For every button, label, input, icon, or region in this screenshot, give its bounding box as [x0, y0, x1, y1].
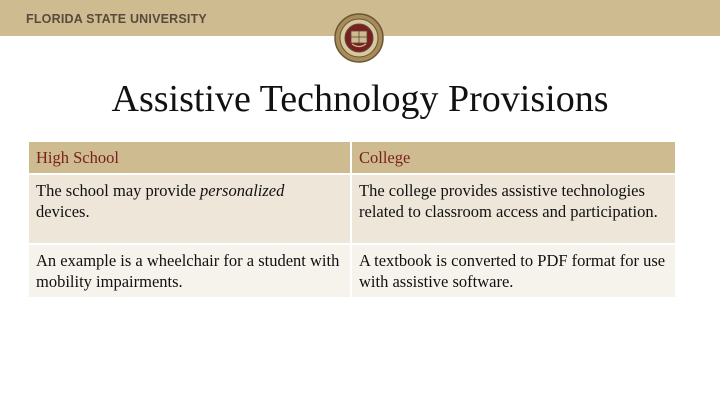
cell-text: The school may provide: [36, 181, 201, 200]
table-cell: An example is a wheelchair for a student with mobility impairments.: [28, 244, 351, 298]
table-row: [28, 244, 676, 298]
table-header-row: [28, 141, 676, 174]
emphasized-text: personalized: [200, 181, 285, 200]
fsu-seal-icon: [334, 13, 384, 63]
table-cell: The college provides assistive technologies related to classroom access and participation.: [351, 174, 676, 244]
table-row: [28, 174, 676, 244]
table-cell: A textbook is converted to PDF format for use with assistive software.: [351, 244, 676, 298]
comparison-table: [27, 140, 677, 299]
column-header-college: College: [351, 141, 676, 174]
page-title: Assistive Technology Provisions: [111, 78, 609, 120]
column-header-high-school: High School: [28, 141, 351, 174]
cell-text: devices.: [36, 202, 90, 221]
table-cell: [28, 174, 351, 244]
university-name: FLORIDA STATE UNIVERSITY: [26, 12, 207, 26]
